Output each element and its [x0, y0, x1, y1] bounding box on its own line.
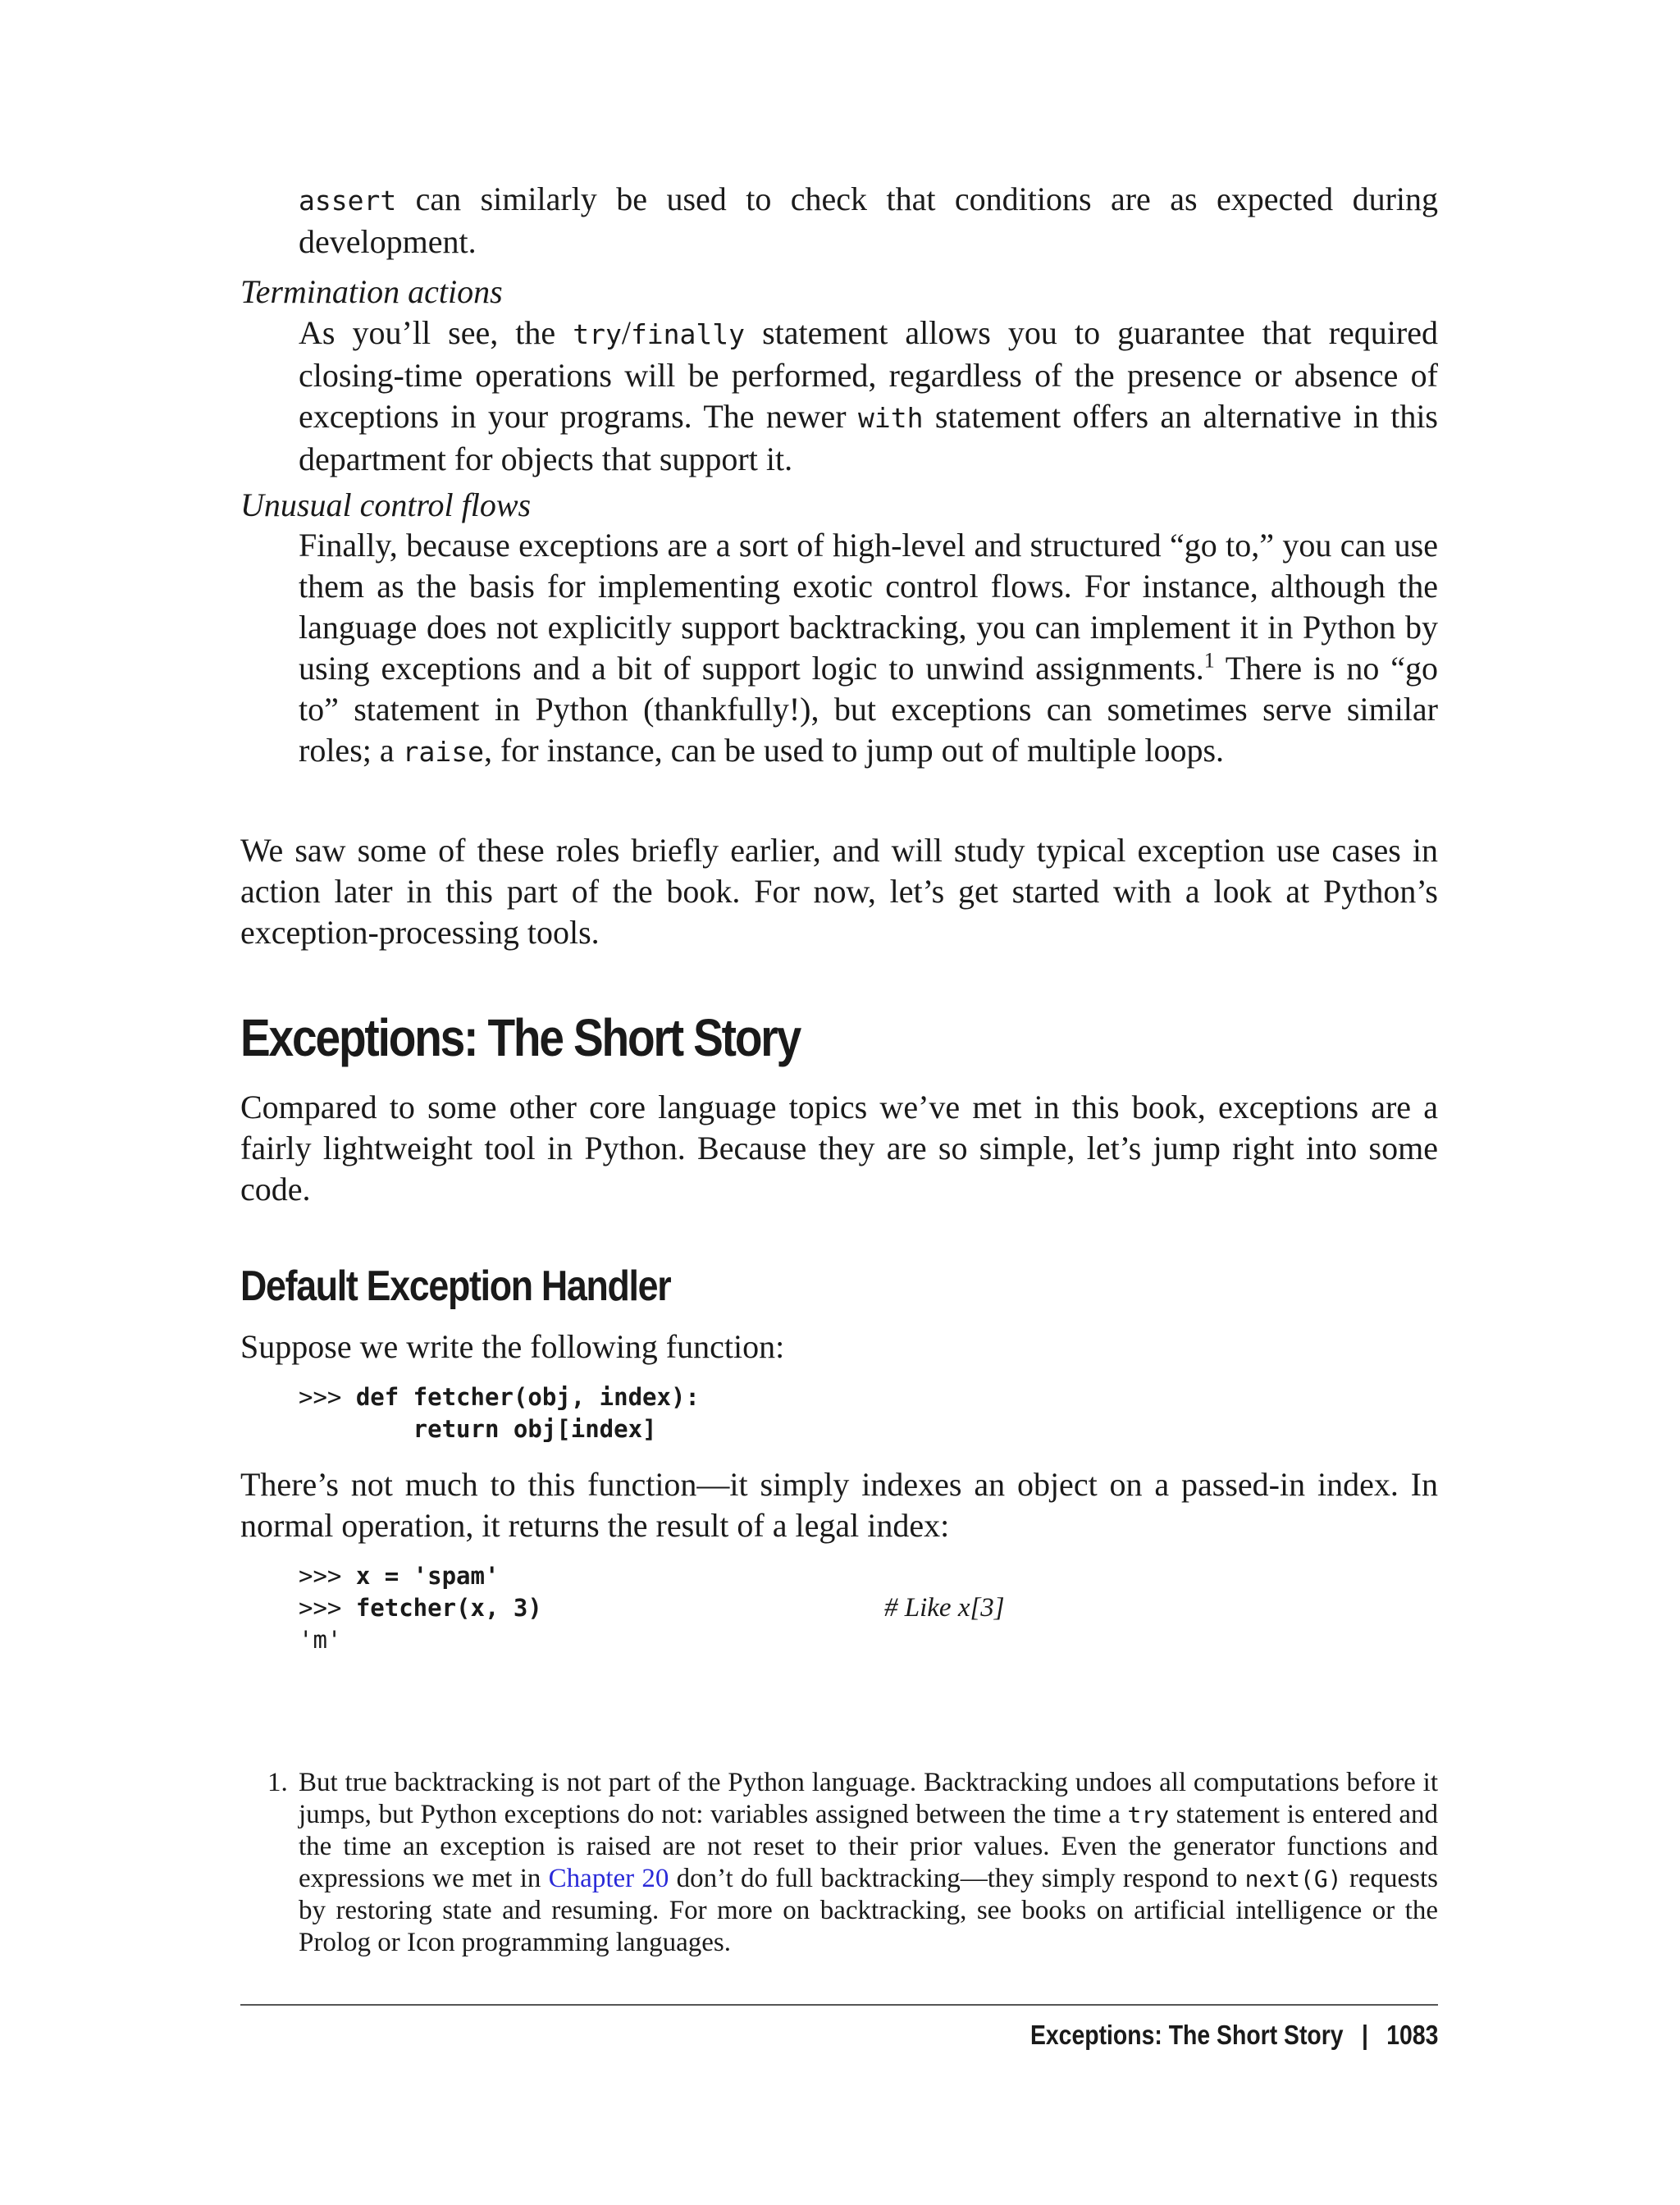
code-try: try	[573, 318, 622, 350]
page-number: 1083	[1386, 2020, 1438, 2050]
code-finally: finally	[630, 318, 746, 350]
footnote-number: 1.	[267, 1768, 288, 1797]
unusual-definition: Finally, because exceptions are a sort of high-level and structured “go to,” you can use them as the basis for implementing exotic control flows. For instance, although the language does not explicitly support backtracking, you can implement it in Python by using exceptions and a bit of support logic to unwind assignments.$^1$ There is no “go to” statement in Python (thankfully!), but exceptions can sometimes serve similar roles; a raise, for instance, can be used to jump out of multiple loops.	[299, 527, 1438, 769]
code-comment: # Like x[3]	[884, 1593, 1005, 1623]
running-title: Exceptions: The Short Story	[1029, 2020, 1344, 2050]
code-assert: assert	[299, 185, 397, 217]
code-with: with	[857, 402, 924, 434]
term-termination-actions: Termination actions	[240, 273, 503, 310]
footnote-text: But true backtracking is not part of the Python language. Backtracking undoes all computations before it jumps, but Python exceptions do not: variables assigned between the time a try statement is entered and the time an exception is raised are not reset to their prior values. Even the generator functions and expressions we met in Chapter 20 don’t do full backtracking—they simply respond to next(G) requests by restoring state and resuming. For more on backtracking, see books on artificial intelligence or the Prolog or Icon programming languages.	[299, 1768, 1439, 1957]
section-heading: Exceptions: The Short Story	[240, 1008, 801, 1067]
footer-separator: |	[1361, 2020, 1368, 2050]
roles-paragraph: We saw some of these roles briefly earlier, and will study typical exception use cases in action later in this part of the book. For now, let’s get started with a look at Python’s exception-processing tools.	[240, 832, 1438, 951]
suppose-paragraph: Suppose we write the following function:	[240, 1328, 785, 1365]
termination-definition: As you’ll see, the try/finally statement allows you to guarantee that required closing-time operations will be performed, regardless of the presence or absence of exceptions in your programs. The newer with statement offers an alternative in this department for objects that support it.	[299, 314, 1438, 477]
footer-rule	[240, 2004, 1438, 2006]
code-try-footnote: try	[1127, 1801, 1170, 1828]
code-block-fetcher-def: >>> def fetcher(obj, index): return obj[index]	[299, 1383, 700, 1443]
intro-paragraph: Compared to some other core language topics we’ve met in this book, exceptions are a fairly lightweight tool in Python. Because they are so simple, let’s jump right into some code.	[240, 1089, 1438, 1208]
code-next-g: next(G)	[1244, 1865, 1342, 1892]
code-raise: raise	[402, 736, 484, 768]
chapter-20-link[interactable]: Chapter 20	[548, 1864, 669, 1893]
theres-paragraph: There’s not much to this function—it simply indexes an object on a passed-in index. In normal operation, it returns the result of a legal index:	[240, 1466, 1438, 1544]
assert-paragraph	[299, 179, 1438, 262]
code-block-fetcher-call: >>> x = 'spam' >>> fetcher(x, 3) # Like x[3] 'm'	[299, 1562, 1005, 1654]
running-footer	[1030, 2016, 1438, 2054]
term-unusual-control-flows: Unusual control flows	[240, 486, 532, 523]
footnote-ref-1[interactable]: 1	[1203, 648, 1215, 673]
assert-text: can similarly be used to check that conditions are as expected during development.	[299, 180, 1438, 260]
subsection-heading: Default Exception Handler	[240, 1262, 671, 1310]
